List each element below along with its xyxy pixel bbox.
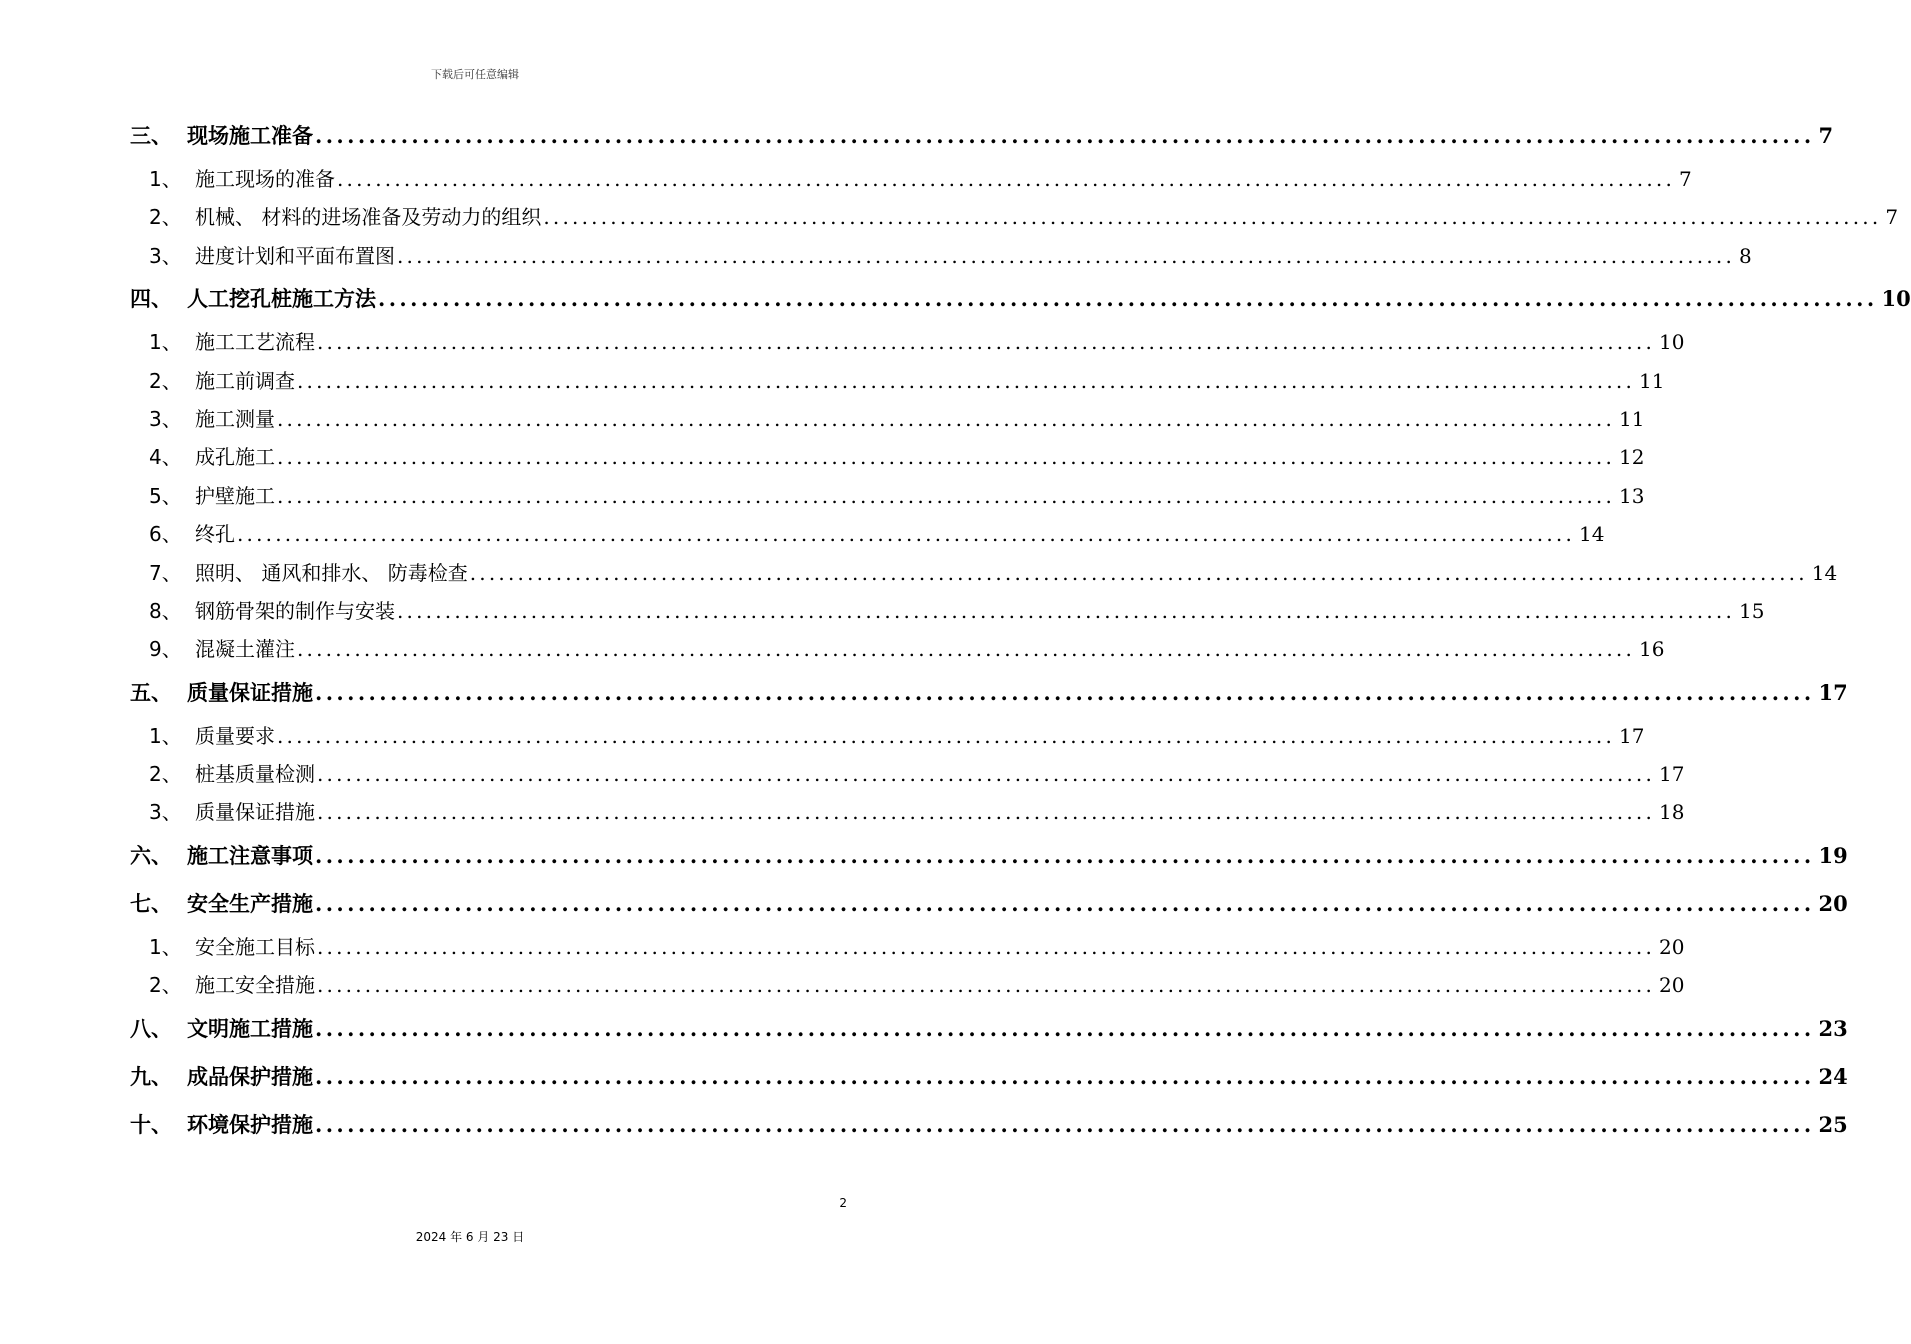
toc-entry-page: 17 — [1619, 723, 1645, 748]
toc-chapter-entry[interactable] — [130, 1053, 1848, 1101]
toc-entry-number: 4、 — [149, 445, 182, 470]
toc-chapter-entry[interactable] — [130, 880, 1848, 928]
toc-dot-leader: ............................................................................................................................................ — [315, 890, 1815, 916]
toc-entry-page: 8 — [1739, 243, 1752, 268]
toc-entry-page: 18 — [1659, 800, 1685, 825]
page-number: 2 — [839, 1196, 847, 1210]
toc-section-entry[interactable] — [130, 237, 1752, 275]
toc-entry-number: 2、 — [149, 205, 182, 230]
toc-chapter-entry[interactable] — [130, 1101, 1848, 1149]
toc-entry-page: 7 — [1885, 205, 1899, 230]
toc-entry-title: 质量保证措施 — [187, 680, 313, 705]
toc-dot-leader: ............................................................................................................................................ — [317, 330, 1656, 355]
toc-entry-number: 3、 — [149, 406, 182, 431]
toc-section-entry[interactable] — [130, 717, 1645, 755]
toc-entry-page: 12 — [1619, 445, 1645, 470]
toc-entry-number: 七、 — [130, 891, 172, 916]
toc-dot-leader: ............................................................................................................................................ — [543, 205, 1882, 230]
page-header: 下载后可任意编辑 — [431, 68, 519, 81]
toc-entry-title: 质量保证措施 — [195, 800, 315, 825]
toc-dot-leader: ............................................................................................................................................ — [317, 762, 1656, 787]
toc-entry-page: 24 — [1818, 1063, 1848, 1089]
toc-section-entry[interactable] — [130, 477, 1645, 515]
toc-dot-leader: ............................................................................................................................................ — [297, 637, 1636, 662]
toc-entry-page: 25 — [1818, 1111, 1848, 1137]
toc-entry-number: 2、 — [149, 973, 182, 998]
toc-entry-title: 人工挖孔桩施工方法 — [187, 287, 376, 312]
toc-entry-title: 现场施工准备 — [187, 124, 313, 148]
toc-entry-number: 5、 — [149, 483, 182, 508]
toc-entry-title: 混凝土灌注 — [195, 637, 295, 662]
toc-entry-page: 15 — [1739, 598, 1765, 623]
toc-section-entry[interactable] — [130, 438, 1645, 476]
toc-entry-page: 20 — [1818, 890, 1848, 916]
toc-entry-number: 八、 — [130, 1016, 172, 1041]
toc-entry-page: 20 — [1659, 934, 1685, 959]
toc-dot-leader: ............................................................................................................................................ — [315, 1111, 1815, 1137]
toc-entry-page: 7 — [1818, 123, 1834, 148]
toc-dot-leader: ............................................................................................................................................ — [277, 723, 1616, 748]
toc-entry-page: 19 — [1818, 842, 1848, 868]
toc-entry-number: 六、 — [130, 843, 172, 868]
toc-entry-page: 20 — [1659, 973, 1685, 998]
toc-dot-leader: ............................................................................................................................................ — [315, 842, 1815, 868]
toc-entry-title: 桩基质量检测 — [195, 762, 315, 787]
toc-entry-page: 14 — [1811, 560, 1838, 585]
toc-entry-number: 五、 — [130, 680, 172, 705]
toc-chapter-entry[interactable] — [130, 832, 1848, 880]
toc-section-entry[interactable] — [130, 793, 1685, 831]
toc-entry-number: 9、 — [149, 637, 182, 662]
toc-entry-title: 机械、 材料的进场准备及劳动力的组织 — [195, 205, 542, 230]
toc-entry-number: 3、 — [149, 800, 182, 825]
toc-dot-leader: ............................................................................................................................................ — [378, 286, 1878, 312]
toc-dot-leader: ............................................................................................................................................ — [397, 243, 1736, 268]
toc-chapter-entry[interactable] — [130, 1005, 1848, 1053]
toc-dot-leader: ............................................................................................................................................ — [315, 1015, 1815, 1041]
toc-entry-number: 2、 — [149, 368, 182, 393]
toc-entry-title: 终孔 — [195, 522, 235, 547]
toc-entry-title: 施工测量 — [195, 406, 275, 431]
toc-entry-title: 护壁施工 — [195, 483, 275, 508]
toc-entry-title: 环境保护措施 — [187, 1112, 313, 1137]
toc-entry-page: 16 — [1639, 637, 1665, 662]
toc-entry-title: 施工注意事项 — [187, 843, 313, 868]
toc-dot-leader: ............................................................................................................................................ — [277, 445, 1616, 470]
toc-dot-leader: ............................................................................................................................................ — [297, 368, 1636, 393]
toc-entry-page: 11 — [1619, 406, 1645, 431]
toc-chapter-entry[interactable] — [130, 275, 1911, 323]
toc-section-entry[interactable] — [130, 323, 1685, 361]
toc-entry-title: 进度计划和平面布置图 — [195, 243, 395, 268]
toc-entry-page: 13 — [1619, 483, 1645, 508]
toc-dot-leader: ............................................................................................................................................ — [469, 560, 1808, 585]
toc-section-entry[interactable] — [130, 755, 1685, 793]
toc-dot-leader: ............................................................................................................................................ — [315, 123, 1815, 148]
toc-dot-leader: ............................................................................................................................................ — [315, 1063, 1815, 1089]
toc-entry-title: 钢筋骨架的制作与安装 — [195, 598, 395, 623]
toc-section-entry[interactable] — [130, 630, 1665, 668]
toc-section-entry[interactable] — [130, 966, 1685, 1004]
toc-entry-title: 成品保护措施 — [187, 1064, 313, 1089]
toc-entry-page: 17 — [1818, 679, 1848, 705]
toc-entry-title: 照明、 通风和排水、 防毒检查 — [195, 560, 468, 585]
toc-entry-number: 十、 — [130, 1112, 172, 1137]
toc-entry-number: 1、 — [149, 167, 182, 191]
toc-section-entry[interactable] — [130, 362, 1665, 400]
toc-dot-leader: ............................................................................................................................................ — [317, 973, 1656, 998]
toc-dot-leader: ............................................................................................................................................ — [337, 167, 1676, 191]
toc-entry-number: 1、 — [149, 934, 182, 959]
toc-entry-title: 施工工艺流程 — [195, 330, 315, 355]
toc-dot-leader: ............................................................................................................................................ — [237, 522, 1576, 547]
toc-entry-number: 1、 — [149, 723, 182, 748]
toc-section-entry[interactable] — [130, 400, 1645, 438]
toc-section-entry[interactable] — [130, 160, 1692, 198]
toc-dot-leader: ............................................................................................................................................ — [397, 598, 1736, 623]
toc-dot-leader: ............................................................................................................................................ — [317, 800, 1656, 825]
toc-entry-number: 6、 — [149, 522, 182, 547]
page-footer-date: 2024 年 6 月 23 日 — [415, 1230, 525, 1244]
toc-entry-page: 10 — [1659, 330, 1685, 355]
toc-entry-number: 2、 — [149, 762, 182, 787]
toc-section-entry[interactable] — [130, 928, 1685, 966]
toc-entry-page: 23 — [1818, 1015, 1848, 1041]
toc-entry-number: 四、 — [130, 287, 172, 312]
toc-entry-title: 质量要求 — [195, 723, 275, 748]
toc-section-entry[interactable] — [130, 592, 1765, 630]
toc-dot-leader: ............................................................................................................................................ — [315, 679, 1815, 705]
toc-entry-page: 17 — [1659, 762, 1685, 787]
toc-entry-number: 九、 — [130, 1064, 172, 1089]
toc-entry-title: 文明施工措施 — [187, 1016, 313, 1041]
toc-entry-page: 14 — [1579, 522, 1605, 547]
toc-entry-number: 7、 — [149, 560, 182, 585]
toc-chapter-entry[interactable] — [130, 112, 1834, 160]
toc-dot-leader: ............................................................................................................................................ — [277, 406, 1616, 431]
toc-dot-leader: ............................................................................................................................................ — [317, 934, 1656, 959]
toc-entry-title: 施工安全措施 — [195, 973, 315, 998]
toc-entry-page: 10 — [1881, 286, 1911, 312]
toc-chapter-entry[interactable] — [130, 669, 1848, 717]
toc-entry-title: 施工现场的准备 — [195, 167, 335, 191]
toc-entry-number: 三、 — [130, 124, 172, 148]
toc-entry-number: 3、 — [149, 243, 182, 268]
toc-entry-title: 安全生产措施 — [187, 891, 313, 916]
toc-entry-number: 1、 — [149, 330, 182, 355]
toc-entry-title: 施工前调查 — [195, 368, 295, 393]
table-of-contents — [130, 112, 1911, 1149]
toc-entry-number: 8、 — [149, 598, 182, 623]
toc-section-entry[interactable] — [130, 554, 1838, 592]
toc-entry-title: 安全施工目标 — [195, 934, 315, 959]
toc-section-entry[interactable] — [130, 198, 1899, 236]
toc-entry-page: 7 — [1679, 167, 1692, 191]
toc-entry-title: 成孔施工 — [195, 445, 275, 470]
toc-dot-leader: ............................................................................................................................................ — [277, 483, 1616, 508]
toc-entry-page: 11 — [1639, 368, 1665, 393]
toc-section-entry[interactable] — [130, 515, 1605, 553]
